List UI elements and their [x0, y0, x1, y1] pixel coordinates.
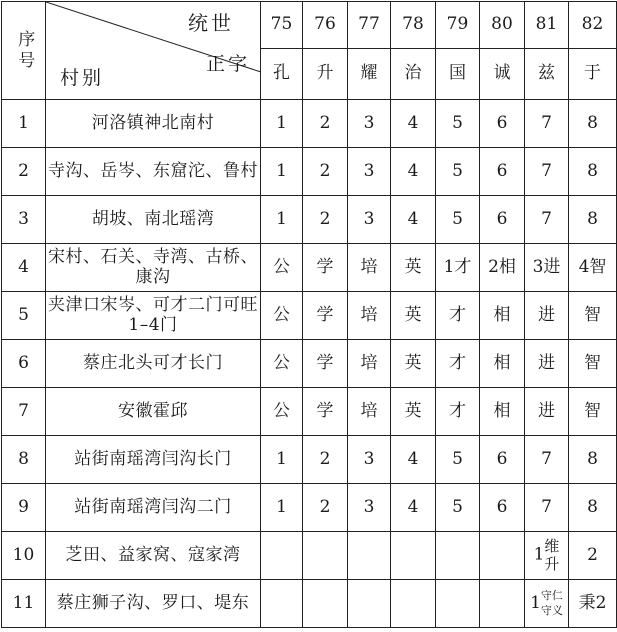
generation-cell [348, 532, 391, 580]
cell-stacked-names [544, 538, 559, 573]
generation-cell [261, 580, 303, 628]
generation-cell: 4 [391, 100, 436, 148]
generation-cell: 才 [436, 388, 480, 436]
generation-cell [480, 580, 525, 628]
generation-cell: 6 [480, 100, 525, 148]
row-seq: 9 [2, 484, 46, 532]
generation-cell [391, 580, 436, 628]
row-village: 站街南瑶湾闫沟长门 [46, 436, 261, 484]
generation-cell: 英 [391, 292, 436, 340]
generation-cell: 进 [525, 340, 569, 388]
row-seq: 10 [2, 532, 46, 580]
generation-number: 78 [391, 2, 436, 49]
row-seq: 1 [2, 100, 46, 148]
stacked-name: 升 [544, 554, 560, 573]
generation-cell [480, 532, 525, 580]
generation-number: 82 [569, 2, 617, 49]
table-row [2, 484, 617, 532]
generation-cell: 2 [303, 484, 348, 532]
generation-cell: 3 [348, 148, 391, 196]
generation-character: 升 [303, 49, 348, 100]
generation-cell: 培 [348, 292, 391, 340]
generation-cell: 4 [391, 436, 436, 484]
generation-cell: 学 [303, 340, 348, 388]
generation-number: 75 [261, 2, 303, 49]
generation-cell [261, 532, 303, 580]
generation-cell: 7 [525, 484, 569, 532]
generation-cell: 公 [261, 340, 303, 388]
generation-cell: 1 [261, 484, 303, 532]
generation-cell [436, 532, 480, 580]
generation-cell: 2相 [480, 244, 525, 292]
generation-cell: 公 [261, 244, 303, 292]
row-village: 站街南瑶湾闫沟二门 [46, 484, 261, 532]
generation-cell: 7 [525, 148, 569, 196]
generation-cell: 学 [303, 244, 348, 292]
generation-cell [348, 580, 391, 628]
generation-cell [391, 532, 436, 580]
generation-cell: 才 [436, 340, 480, 388]
row-village: 安徽霍邱 [46, 388, 261, 436]
generation-cell: 相 [480, 388, 525, 436]
row-village: 河洛镇神北南村 [46, 100, 261, 148]
cell-lead-number: 1 [533, 544, 545, 565]
generation-cell: 6 [480, 196, 525, 244]
cell-stacked-names [541, 589, 563, 619]
generation-cell: 5 [436, 148, 480, 196]
row-seq: 3 [2, 196, 46, 244]
table-row [2, 292, 617, 340]
generation-cell: 2 [303, 100, 348, 148]
generation-cell: 8 [569, 436, 617, 484]
table-row [2, 436, 617, 484]
generation-cell: 英 [391, 388, 436, 436]
row-village: 蔡庄狮子沟、罗口、堤东 [46, 580, 261, 628]
row-seq: 11 [2, 580, 46, 628]
corner-header [46, 2, 261, 100]
generation-cell: 2 [303, 436, 348, 484]
generation-cell: 3 [348, 196, 391, 244]
generation-cell: 培 [348, 340, 391, 388]
generation-cell: 进 [525, 388, 569, 436]
generation-cell: 3 [348, 436, 391, 484]
generation-cell: 相 [480, 292, 525, 340]
row-village: 宋村、石关、寺湾、古桥、康沟 [46, 244, 261, 292]
generation-cell: 英 [391, 244, 436, 292]
row-village: 芝田、益家窝、寇家湾 [46, 532, 261, 580]
generation-cell: 相 [480, 340, 525, 388]
generation-cell: 8 [569, 100, 617, 148]
generation-cell: 2 [303, 148, 348, 196]
generation-character: 诚 [480, 49, 525, 100]
generation-cell [525, 580, 569, 628]
generation-cell: 8 [569, 196, 617, 244]
generation-cell: 才 [436, 292, 480, 340]
generation-number: 77 [348, 2, 391, 49]
generation-cell [525, 532, 569, 580]
generation-cell: 智 [569, 292, 617, 340]
row-village: 寺沟、岳岑、东窟沱、鲁村 [46, 148, 261, 196]
generation-cell: 1才 [436, 244, 480, 292]
row-seq: 7 [2, 388, 46, 436]
generation-cell: 1 [261, 436, 303, 484]
generation-cell: 4智 [569, 244, 617, 292]
generation-cell: 智 [569, 388, 617, 436]
table-row [2, 580, 617, 628]
corner-label-character: 正字 [205, 53, 250, 75]
generation-cell: 8 [569, 148, 617, 196]
generation-name-table [1, 1, 617, 628]
row-village: 夹津口宋岑、可才二门可旺1–4门 [46, 292, 261, 340]
generation-character: 于 [569, 49, 617, 100]
generation-cell: 2 [569, 532, 617, 580]
generation-cell: 1 [261, 148, 303, 196]
generation-cell: 4 [391, 484, 436, 532]
generation-cell: 4 [391, 148, 436, 196]
generation-cell: 5 [436, 484, 480, 532]
generation-cell: 7 [525, 436, 569, 484]
table-row [2, 100, 617, 148]
generation-cell [303, 532, 348, 580]
row-seq: 6 [2, 340, 46, 388]
generation-cell: 1 [261, 196, 303, 244]
generation-cell: 公 [261, 388, 303, 436]
corner-label-village: 村别 [60, 67, 105, 89]
generation-cell: 7 [525, 100, 569, 148]
generation-cell: 4 [391, 196, 436, 244]
generation-cell: 6 [480, 436, 525, 484]
table-row [2, 196, 617, 244]
generation-cell: 1 [261, 100, 303, 148]
seq-header: 序号 [2, 2, 46, 100]
row-village: 蔡庄北头可才长门 [46, 340, 261, 388]
generation-cell: 秉2 [569, 580, 617, 628]
generation-cell: 5 [436, 100, 480, 148]
generation-character: 耀 [348, 49, 391, 100]
row-seq: 8 [2, 436, 46, 484]
row-village: 胡坡、南北瑶湾 [46, 196, 261, 244]
generation-character: 兹 [525, 49, 569, 100]
generation-number: 79 [436, 2, 480, 49]
generation-cell: 学 [303, 292, 348, 340]
table-row [2, 340, 617, 388]
table-row [2, 388, 617, 436]
generation-cell: 7 [525, 196, 569, 244]
generation-cell: 进 [525, 292, 569, 340]
generation-cell: 英 [391, 340, 436, 388]
generation-cell [303, 580, 348, 628]
generation-cell: 6 [480, 148, 525, 196]
stacked-name: 守仁 [540, 588, 563, 602]
generation-cell: 2 [303, 196, 348, 244]
generation-cell: 学 [303, 388, 348, 436]
generation-cell: 智 [569, 340, 617, 388]
generation-cell: 培 [348, 388, 391, 436]
generation-number: 81 [525, 2, 569, 49]
generation-cell: 6 [480, 484, 525, 532]
table-row [2, 532, 617, 580]
table-row [2, 148, 617, 196]
generation-cell: 5 [436, 196, 480, 244]
row-seq: 2 [2, 148, 46, 196]
cell-lead-number: 1 [530, 592, 541, 613]
corner-label-generation: 统世 [188, 11, 234, 35]
generation-cell: 培 [348, 244, 391, 292]
header-row-generations [2, 2, 617, 49]
stacked-name: 维 [544, 537, 560, 556]
stacked-name: 守义 [540, 603, 563, 617]
generation-character: 孔 [261, 49, 303, 100]
generation-cell: 3进 [525, 244, 569, 292]
corner-header-wrap [46, 2, 260, 99]
generation-character: 国 [436, 49, 480, 100]
generation-cell: 公 [261, 292, 303, 340]
generation-cell [436, 580, 480, 628]
generation-cell: 3 [348, 100, 391, 148]
generation-cell: 8 [569, 484, 617, 532]
row-seq: 4 [2, 244, 46, 292]
table-row [2, 244, 617, 292]
generation-number: 80 [480, 2, 525, 49]
generation-cell: 5 [436, 436, 480, 484]
generation-character: 治 [391, 49, 436, 100]
row-seq: 5 [2, 292, 46, 340]
generation-number: 76 [303, 2, 348, 49]
generation-cell: 3 [348, 484, 391, 532]
